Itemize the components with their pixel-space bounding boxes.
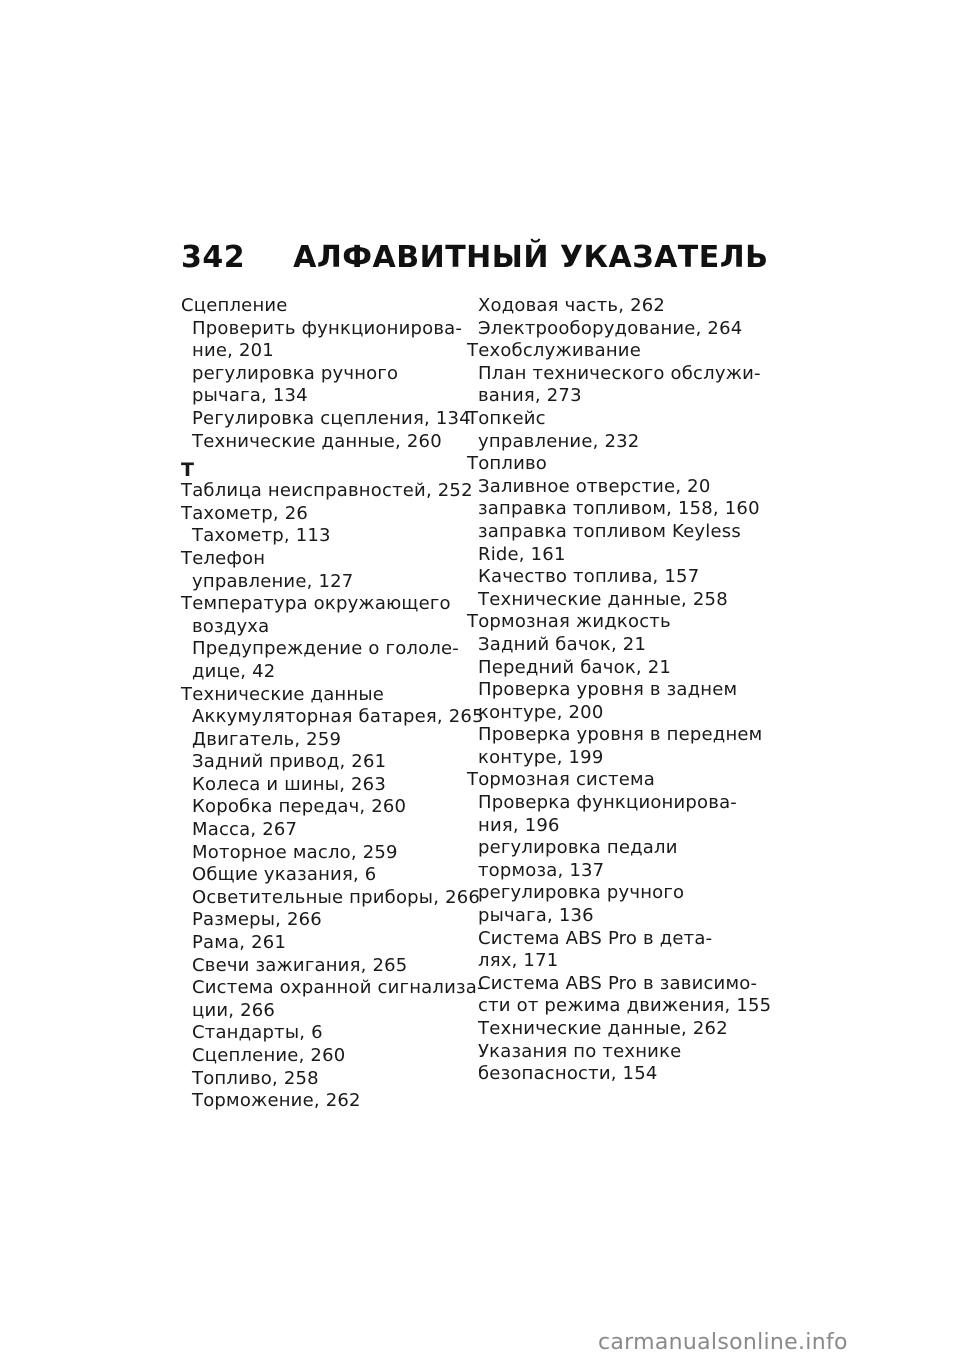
index-subentry: План технического обслужи- bbox=[478, 362, 761, 384]
index-subentry: Моторное масло, 259 bbox=[192, 841, 398, 863]
index-subentry: Задний бачок, 21 bbox=[478, 633, 647, 655]
index-subentry: Электрооборудование, 264 bbox=[478, 317, 743, 339]
index-subentry: Осветительные приборы, 266 bbox=[192, 886, 481, 908]
index-subentry: Передний бачок, 21 bbox=[478, 656, 672, 678]
index-entry: Технические данные bbox=[181, 683, 385, 705]
index-subentry: безопасности, 154 bbox=[478, 1063, 658, 1085]
index-entry: Топливо bbox=[467, 453, 548, 475]
index-subentry: рычага, 134 bbox=[192, 385, 308, 407]
index-entry: Техобслуживание bbox=[467, 340, 641, 362]
index-subentry: Технические данные, 260 bbox=[192, 430, 442, 452]
index-subentry: Система ABS Pro в зависимо- bbox=[478, 972, 758, 994]
page-number: 342 bbox=[181, 240, 246, 275]
index-subentry: ции, 266 bbox=[192, 999, 276, 1021]
index-subentry: Проверка уровня в переднем bbox=[478, 724, 763, 746]
index-entry: Сцепление bbox=[181, 295, 288, 316]
watermark-text: carmanualsonline.info bbox=[598, 1330, 848, 1355]
index-subentry: Ride, 161 bbox=[478, 543, 566, 565]
index-subentry: управление, 232 bbox=[478, 430, 640, 452]
index-subentry: Предупреждение о гололе- bbox=[192, 638, 459, 660]
index-subentry: ние, 201 bbox=[192, 340, 274, 362]
index-subentry: регулировка ручного bbox=[192, 362, 399, 384]
index-subentry: регулировка педали bbox=[478, 837, 678, 859]
index-subentry: Свечи зажигания, 265 bbox=[192, 954, 408, 976]
page-header bbox=[181, 240, 769, 275]
index-subentry: Стандарты, 6 bbox=[192, 1022, 323, 1044]
index-subentry: Проверка уровня в заднем bbox=[478, 679, 738, 701]
index-entry: Таблица неисправностей, 252 bbox=[181, 480, 473, 502]
index-subentry: Качество топлива, 157 bbox=[478, 566, 700, 588]
index-subentry: Аккумуляторная батарея, 265 bbox=[192, 706, 484, 728]
index-subentry: контуре, 199 bbox=[478, 746, 604, 768]
index-subentry: Рама, 261 bbox=[192, 932, 287, 954]
index-subentry: регулировка ручного bbox=[478, 882, 685, 904]
index-subentry: контуре, 200 bbox=[478, 701, 604, 723]
index-subentry: Задний привод, 261 bbox=[192, 751, 387, 773]
page-title: АЛФАВИТНЫЙ УКАЗАТЕЛЬ bbox=[293, 240, 769, 275]
index-subentry: Масса, 267 bbox=[192, 819, 298, 841]
index-subentry: рычага, 136 bbox=[478, 905, 594, 927]
index-subentry: Двигатель, 259 bbox=[192, 728, 342, 750]
index-subentry: Система ABS Pro в дета- bbox=[478, 927, 713, 949]
index-entry: Тахометр, 26 bbox=[181, 502, 309, 524]
index-subentry: Технические данные, 262 bbox=[478, 1018, 728, 1039]
index-subentry: Система охранной сигнализа- bbox=[192, 977, 484, 999]
index-subentry: Тахометр, 113 bbox=[192, 525, 331, 547]
index-column-left bbox=[181, 295, 484, 1113]
index-subentry: лях, 171 bbox=[478, 950, 559, 972]
index-subentry: Регулировка сцепления, 134 bbox=[192, 407, 471, 429]
index-entry: Телефон bbox=[181, 547, 266, 569]
index-subentry: управление, 127 bbox=[192, 570, 354, 592]
index-subentry: дице, 42 bbox=[192, 660, 276, 682]
index-subentry: заправка топливом, 158, 160 bbox=[478, 498, 760, 520]
index-subentry: Общие указания, 6 bbox=[192, 864, 377, 886]
index-subentry: Ходовая часть, 262 bbox=[478, 295, 666, 316]
index-subentry: Коробка передач, 260 bbox=[192, 796, 407, 818]
index-subentry: Заливное отверстие, 20 bbox=[478, 475, 711, 497]
index-entry: Температура окружающего bbox=[181, 593, 451, 615]
index-subentry: сти от режима движения, 155 bbox=[478, 995, 772, 1017]
index-column-right bbox=[467, 295, 772, 1086]
index-entry: Топкейс bbox=[467, 407, 546, 429]
index-subentry: Топливо, 258 bbox=[192, 1067, 319, 1089]
index-letter-heading: Т bbox=[181, 459, 195, 482]
index-subentry: Торможение, 262 bbox=[192, 1090, 361, 1112]
index-subentry: Колеса и шины, 263 bbox=[192, 773, 386, 795]
index-subentry: заправка топливом Keyless bbox=[478, 520, 741, 542]
index-subentry: Проверить функционирова- bbox=[192, 317, 463, 339]
index-subentry: Сцепление, 260 bbox=[192, 1045, 346, 1066]
index-subentry: тормоза, 137 bbox=[478, 859, 605, 881]
index-subentry: ния, 196 bbox=[478, 814, 560, 836]
index-subentry: Проверка функционирова- bbox=[478, 792, 737, 814]
index-entry: Тормозная система bbox=[467, 769, 656, 791]
index-entry: Тормозная жидкость bbox=[467, 611, 671, 633]
index-subentry: Технические данные, 258 bbox=[478, 588, 728, 610]
index-subentry: Указания по технике bbox=[478, 1040, 682, 1062]
index-subentry: вания, 273 bbox=[478, 385, 582, 407]
index-subentry: Размеры, 266 bbox=[192, 909, 322, 931]
index-subentry: воздуха bbox=[192, 615, 270, 637]
